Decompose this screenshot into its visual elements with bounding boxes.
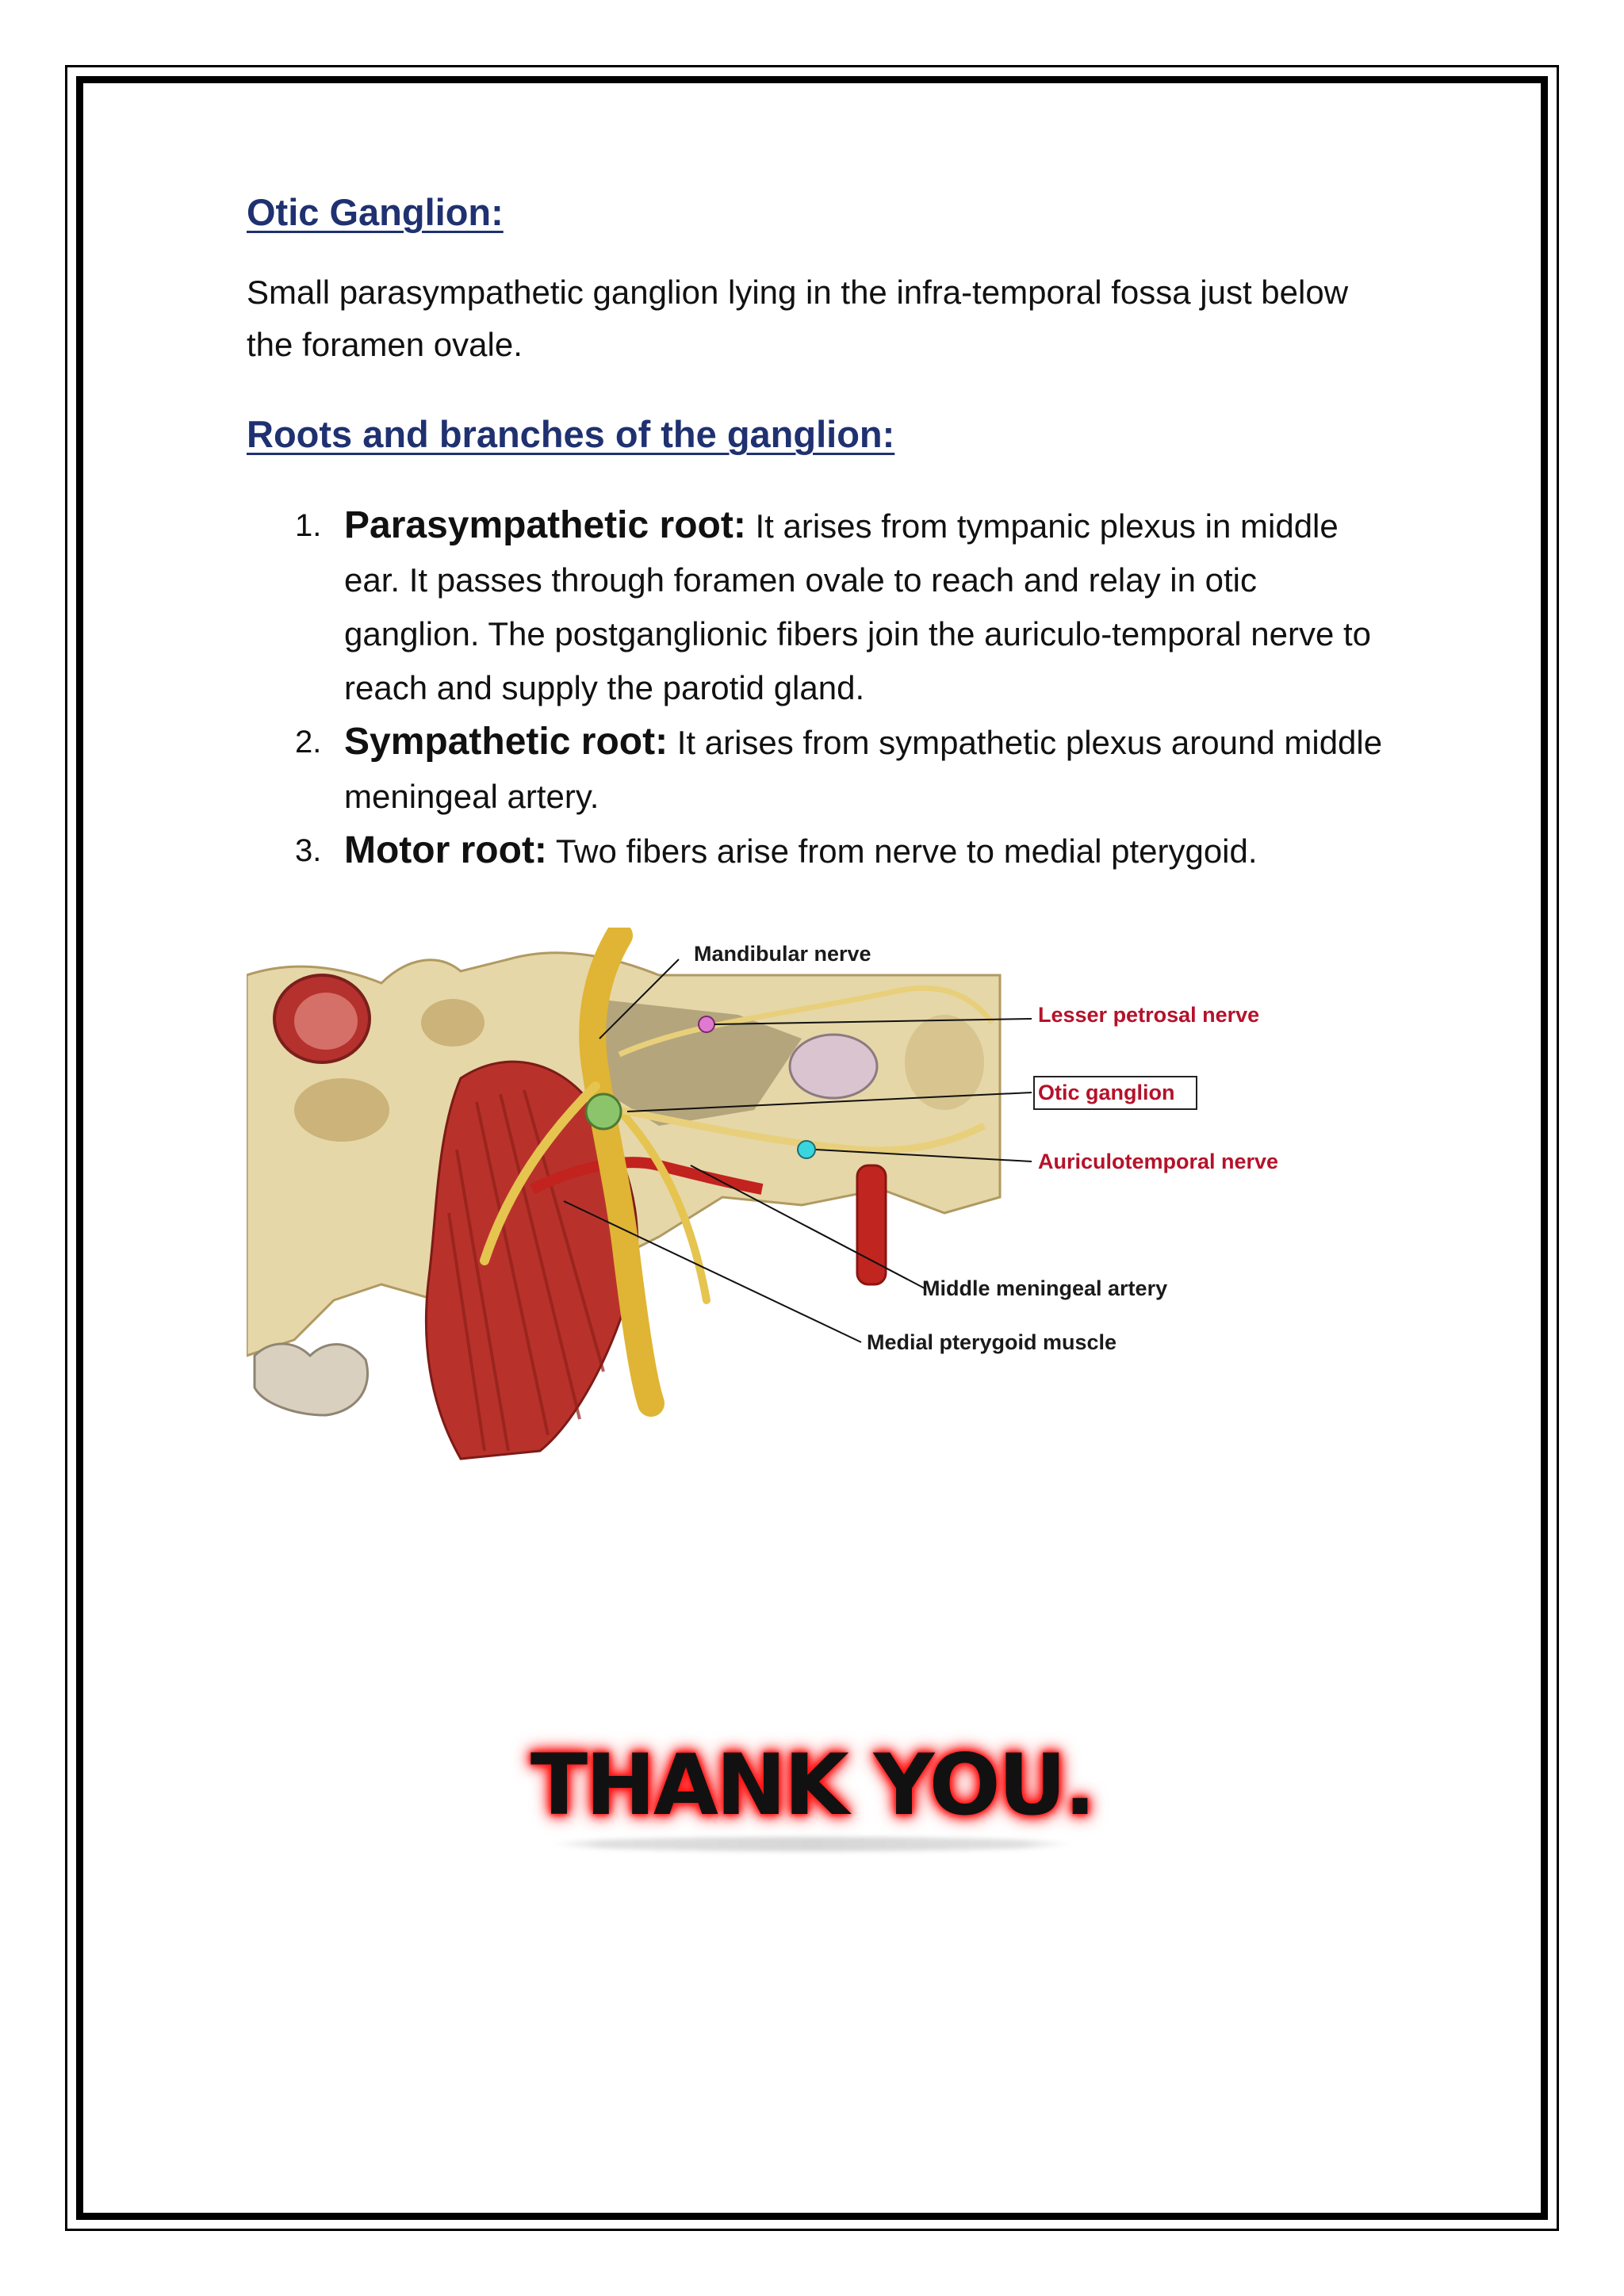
otic-ganglion-figure: [247, 928, 1357, 1467]
root-text: It arises from sympathetic plexus around middle meningeal artery.: [344, 723, 1383, 815]
thank-you-reflection: [550, 1837, 1074, 1851]
label-lesser-petrosal-nerve: Lesser petrosal nerve: [1038, 1003, 1260, 1027]
root-item-motor: [247, 824, 1388, 878]
label-otic-ganglion: Otic ganglion: [1033, 1076, 1197, 1110]
list-number: 1.: [295, 507, 322, 543]
list-number: 2.: [295, 724, 322, 760]
root-name: Sympathetic root:: [344, 720, 668, 763]
label-middle-meningeal-artery: Middle meningeal artery: [922, 1276, 1168, 1300]
tympanic-cavity: [790, 1035, 877, 1098]
label-medial-pterygoid-muscle: Medial pterygoid muscle: [867, 1330, 1117, 1354]
root-name: Parasympathetic root:: [344, 503, 746, 546]
document-body: [247, 190, 1388, 878]
roots-heading: Roots and branches of the ganglion:: [247, 413, 895, 456]
auriculotemporal-marker: [798, 1141, 815, 1158]
roots-list: [247, 499, 1388, 878]
page-title: Otic Ganglion:: [247, 191, 504, 233]
label-auriculotemporal-nerve: Auriculotemporal nerve: [1038, 1150, 1279, 1173]
otic-ganglion-marker: [586, 1094, 621, 1129]
teeth: [255, 1344, 368, 1415]
root-text: It arises from tympanic plexus in middle ear. It passes through foramen ovale to reach and relay in otic ganglion. The postganglionic fibers join the auriculo-temporal nerve to reach and supply the parotid gland.: [344, 507, 1372, 706]
root-item-parasympathetic: [247, 499, 1388, 715]
thank-you-text: THANK YOU.: [530, 1736, 1094, 1834]
label-mandibular-nerve: Mandibular nerve: [694, 942, 871, 966]
root-item-sympathetic: [247, 715, 1388, 824]
list-number: 3.: [295, 832, 322, 868]
description-paragraph: Small parasympathetic ganglion lying in the infra-temporal fossa just below the foramen ovale.: [247, 274, 1349, 364]
bone-texture: [421, 999, 485, 1047]
closing-banner: [0, 1736, 1624, 1851]
bone-texture: [294, 1078, 389, 1142]
root-name: Motor root:: [344, 828, 547, 871]
tympanic-marker: [699, 1016, 714, 1032]
root-text: Two fibers arise from nerve to medial pterygoid.: [546, 832, 1258, 870]
cranial-cavity-inner: [294, 993, 358, 1050]
